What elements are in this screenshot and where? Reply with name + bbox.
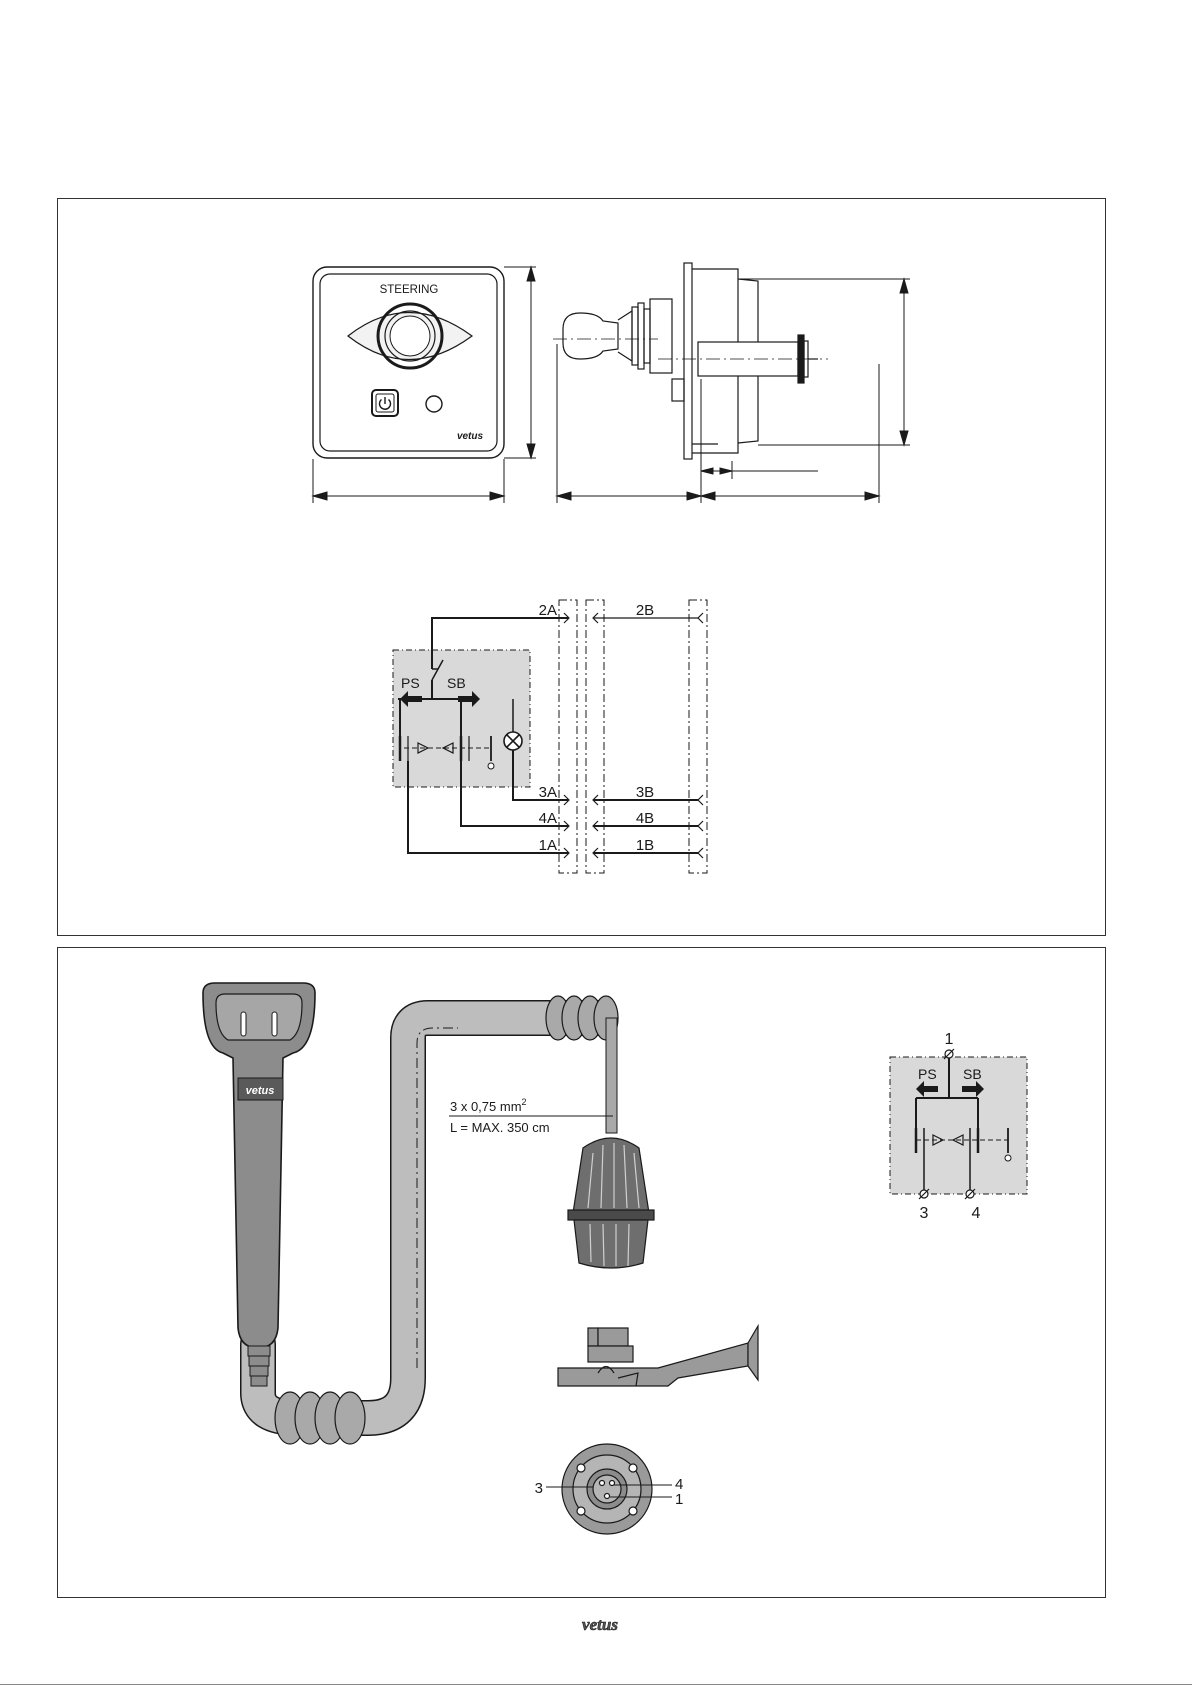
schematic-pin-1: 1	[944, 1031, 954, 1048]
connector-strip-c	[689, 600, 707, 873]
cable-spec-annotation	[449, 1097, 613, 1135]
terminal-label-4b: 4B	[635, 810, 655, 827]
schematic-housing-shaded	[890, 1057, 1027, 1194]
panel-socket-side-view	[558, 1326, 758, 1386]
terminal-label-3a: 3A	[538, 784, 557, 801]
terminal-dot	[488, 763, 494, 769]
pin-label-4: 4	[675, 1476, 684, 1493]
lamp-icon	[504, 732, 522, 750]
terminal-label-2b: 2B	[635, 602, 655, 619]
panel-top-drawing	[58, 199, 1107, 937]
terminal-label-1b: 1B	[635, 837, 655, 854]
front-view-dimension-lines	[313, 267, 536, 503]
terminal-label-3b: 3B	[635, 784, 655, 801]
remote-handset	[203, 983, 315, 1386]
panel-bottom-drawing	[58, 948, 1107, 1599]
power-icon	[380, 397, 391, 409]
terminal-dot	[1005, 1155, 1011, 1161]
ps-label: PS	[401, 675, 420, 691]
pin-label-1: 1	[675, 1491, 684, 1508]
side-view-dimension-lines	[557, 279, 910, 503]
schematic-pin-3: 3	[919, 1205, 929, 1222]
schematic-pin-4: 4	[971, 1205, 981, 1222]
schematic-sb-label: SB	[963, 1066, 982, 1082]
connector-strip-b	[586, 600, 604, 873]
handset-panel	[57, 947, 1106, 1598]
cable-cross-section: 3 x 0,75 mm	[450, 1099, 522, 1114]
footer-brand-logo	[570, 1614, 630, 1636]
connector-plug	[568, 1138, 654, 1268]
sb-label: SB	[447, 675, 466, 691]
cable-cross-section-superscript: 2	[521, 1097, 527, 1107]
panel-socket-front-view	[546, 1444, 672, 1534]
terminal-label-2a: 2A	[538, 602, 557, 619]
cable-length: L = MAX. 350 cm	[450, 1120, 550, 1135]
cable-spec-text	[450, 1097, 527, 1114]
terminal-label-4a: 4A	[538, 810, 557, 827]
terminal-label-1a: 1A	[538, 837, 557, 854]
pin-label-3: 3	[534, 1480, 543, 1497]
handset-brand-logo: vetus	[245, 1085, 275, 1097]
dimension-and-wiring-panel	[57, 198, 1106, 936]
steering-label: STEERING	[379, 284, 439, 296]
handset-switch-schematic	[890, 1031, 1027, 1222]
steering-panel-side-view	[563, 263, 818, 459]
panel-brand-logo: vetus	[456, 431, 484, 442]
wiring-diagram	[393, 600, 707, 873]
connector-strip-a	[559, 600, 577, 873]
footer-brand-text: vetus	[582, 1615, 618, 1634]
connector-chevrons	[564, 613, 703, 858]
schematic-ps-label: PS	[918, 1066, 937, 1082]
